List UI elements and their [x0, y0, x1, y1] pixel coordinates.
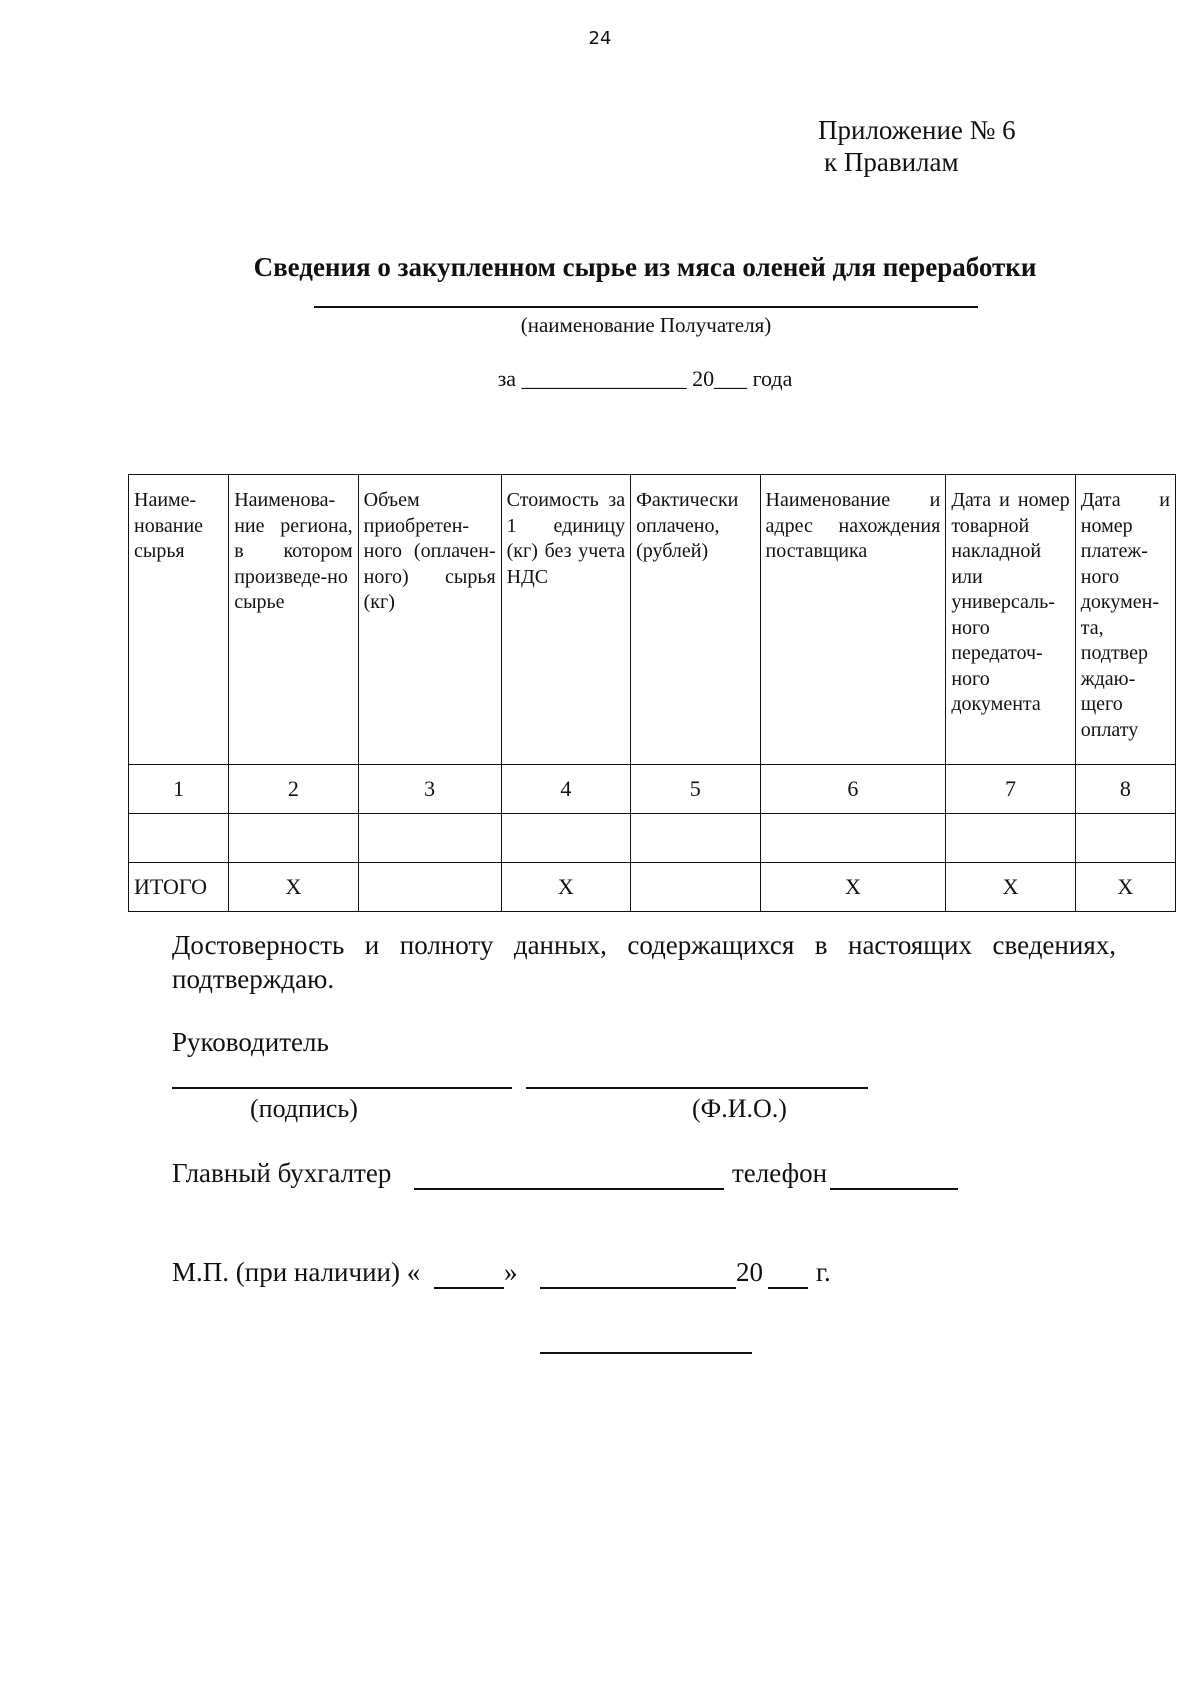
column-number: 7 — [946, 765, 1075, 814]
table-cell[interactable] — [946, 814, 1075, 863]
close-quote: » — [504, 1257, 518, 1287]
column-number: 5 — [631, 765, 760, 814]
year-suffix: г. — [816, 1257, 831, 1287]
total-cell: Х — [501, 863, 630, 912]
appendix-rules: к Правилам — [824, 147, 959, 177]
table-cell[interactable] — [358, 814, 501, 863]
year-line[interactable] — [768, 1287, 808, 1289]
total-cell[interactable] — [631, 863, 760, 912]
bottom-signature-line[interactable] — [540, 1352, 752, 1354]
period-line: за _______________ 20___ года — [497, 366, 793, 391]
purchase-table — [128, 474, 1176, 912]
total-cell: Х — [229, 863, 358, 912]
day-line[interactable] — [434, 1287, 504, 1289]
header-raw-material: Наиме-нование сырья — [129, 475, 229, 765]
appendix-number: Приложение № 6 — [818, 115, 1016, 145]
chief-accountant-line[interactable] — [414, 1188, 724, 1190]
fio-caption: (Ф.И.О.) — [692, 1094, 787, 1123]
header-paid: Фактически оплачено, (рублей) — [631, 475, 760, 765]
appendix-reference — [818, 114, 1016, 178]
table-cell[interactable] — [501, 814, 630, 863]
header-supplier: Наименование и адрес нахождения поставщика — [760, 475, 946, 765]
fio-line[interactable] — [526, 1087, 868, 1089]
phone-line[interactable] — [830, 1188, 958, 1190]
header-payment-doc: Дата и номер платеж-ного докумен-та, подтвер ждаю-щего оплату — [1075, 475, 1175, 765]
table-cell[interactable] — [1075, 814, 1175, 863]
chief-accountant-label: Главный бухгалтер — [172, 1158, 392, 1188]
header-unit-cost: Стоимость за 1 единицу (кг) без учета НДС — [501, 475, 630, 765]
document-title: Сведения о закупленном сырье из мяса оленей для переработки — [253, 252, 1037, 282]
column-number: 1 — [129, 765, 229, 814]
header-invoice: Дата и номер товарной накладной или универсаль-ного передаточ-ного документа — [946, 475, 1075, 765]
header-volume: Объем приобретен-ного (оплачен-ного) сырья (кг) — [358, 475, 501, 765]
table-total-row — [129, 863, 1176, 912]
table-cell[interactable] — [229, 814, 358, 863]
signature-line[interactable] — [172, 1087, 512, 1089]
column-number: 8 — [1075, 765, 1175, 814]
column-number: 4 — [501, 765, 630, 814]
attestation-text: Достоверность и полноту данных, содержащихся в настоящих сведениях, подтверждаю. — [172, 930, 1116, 994]
recipient-caption: (наименование Получателя) — [520, 313, 772, 337]
phone-label: телефон — [732, 1158, 828, 1188]
table-row — [129, 814, 1176, 863]
page-number: 24 — [588, 28, 612, 49]
table-cell[interactable] — [760, 814, 946, 863]
total-cell: Х — [760, 863, 946, 912]
month-line[interactable] — [540, 1287, 736, 1289]
table-number-row — [129, 765, 1176, 814]
head-label: Руководитель — [172, 1027, 329, 1057]
recipient-name-line — [314, 306, 978, 308]
table-header-row — [129, 475, 1176, 765]
column-number: 6 — [760, 765, 946, 814]
table-cell[interactable] — [129, 814, 229, 863]
total-cell: Х — [946, 863, 1075, 912]
stamp-label: М.П. (при наличии) « — [172, 1257, 421, 1287]
total-label: ИТОГО — [129, 863, 229, 912]
signature-caption: (подпись) — [250, 1094, 358, 1123]
column-number: 2 — [229, 765, 358, 814]
column-number: 3 — [358, 765, 501, 814]
header-region: Наименова-ние региона, в котором произведе-но сырье — [229, 475, 358, 765]
total-cell[interactable] — [358, 863, 501, 912]
table-cell[interactable] — [631, 814, 760, 863]
year-prefix: 20 — [736, 1257, 763, 1287]
total-cell: Х — [1075, 863, 1175, 912]
